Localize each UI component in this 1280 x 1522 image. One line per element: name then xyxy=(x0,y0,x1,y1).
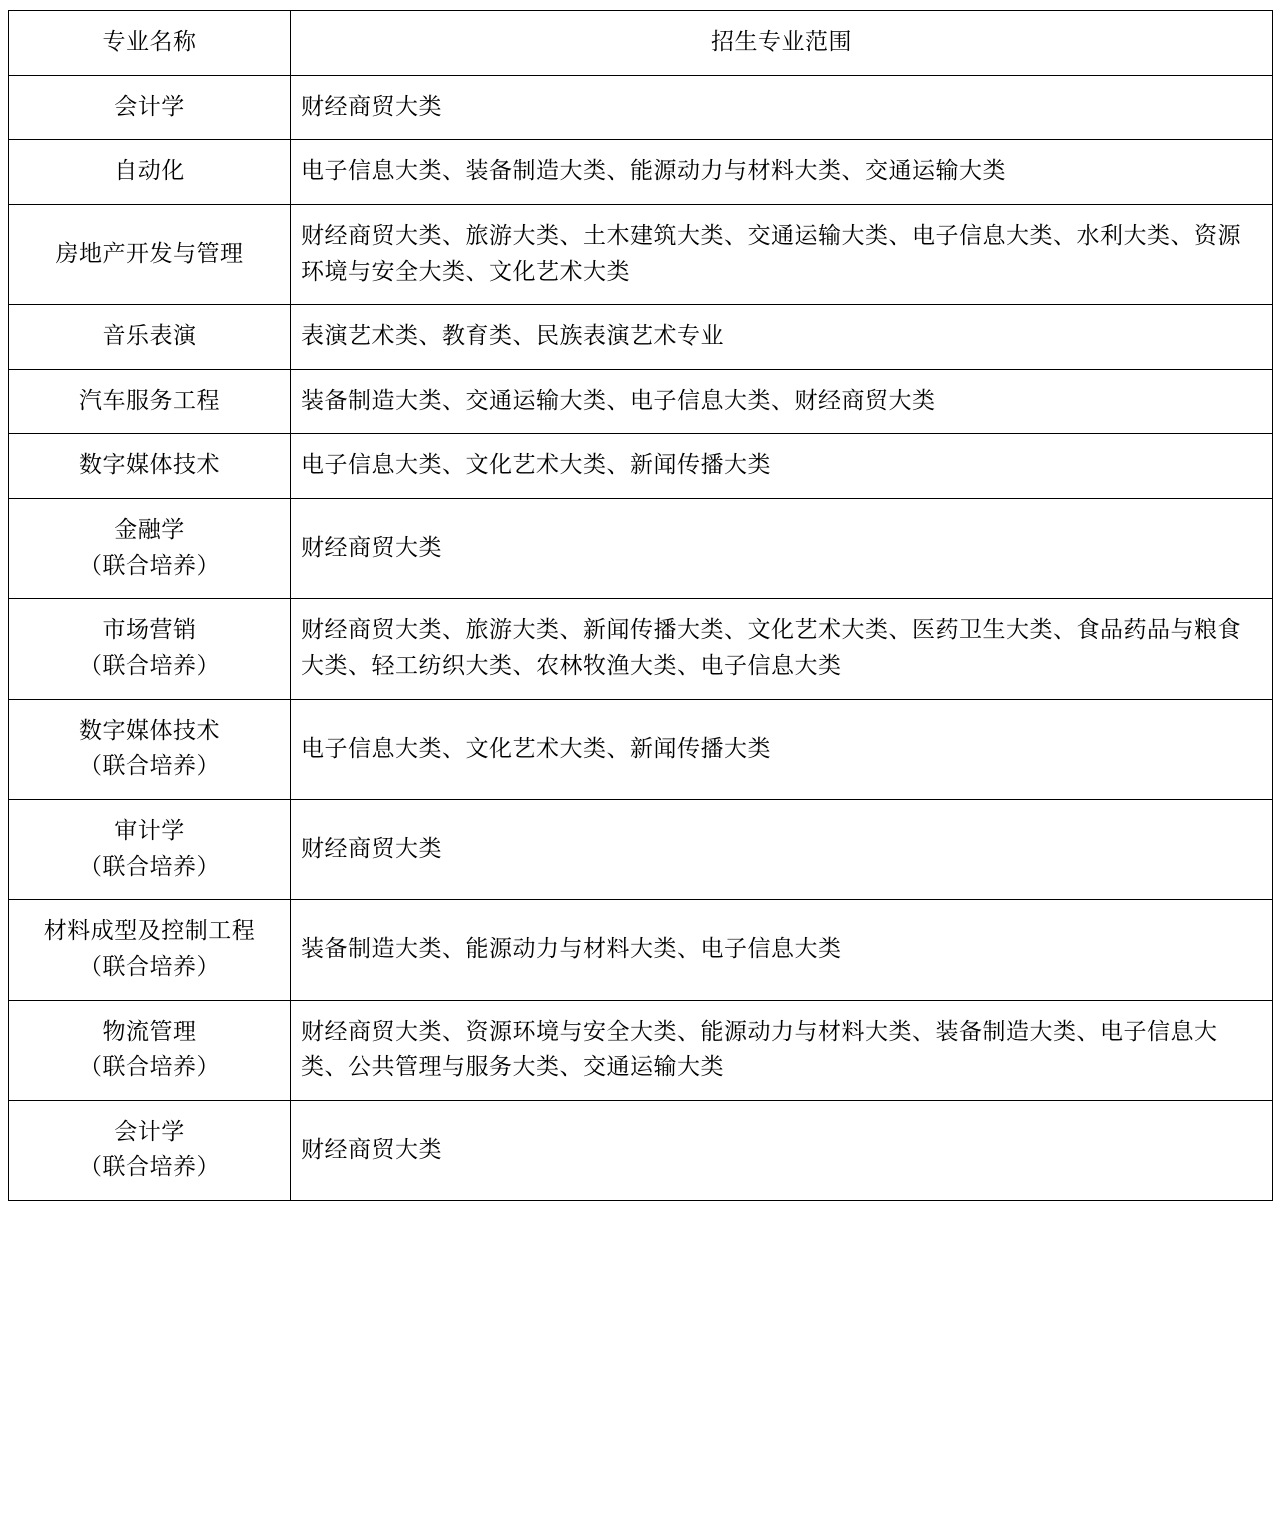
table-row xyxy=(9,1100,1273,1200)
cell-enrollment-scope: 财经商贸大类 xyxy=(291,799,1273,899)
table-row xyxy=(9,499,1273,599)
major-name-text: 会计学 xyxy=(114,93,185,120)
major-name-text: 房地产开发与管理 xyxy=(55,240,244,267)
cell-enrollment-scope: 财经商贸大类、旅游大类、新闻传播大类、文化艺术大类、医药卫生大类、食品药品与粮食大类、轻工纺织大类、农林牧渔大类、电子信息大类 xyxy=(291,599,1273,699)
cell-major-name xyxy=(9,1100,291,1200)
cell-enrollment-scope: 装备制造大类、能源动力与材料大类、电子信息大类 xyxy=(291,900,1273,1000)
major-name-note: （联合培养） xyxy=(79,953,220,980)
major-name-text: 自动化 xyxy=(114,158,185,185)
table-row xyxy=(9,1000,1273,1100)
cell-major-name xyxy=(9,434,291,499)
table-row xyxy=(9,369,1273,434)
cell-major-name xyxy=(9,75,291,140)
cell-major-name xyxy=(9,305,291,370)
major-name-note: （联合培养） xyxy=(79,1054,220,1081)
cell-enrollment-scope: 财经商贸大类、资源环境与安全大类、能源动力与材料大类、装备制造大类、电子信息大类、公共管理与服务大类、交通运输大类 xyxy=(291,1000,1273,1100)
cell-enrollment-scope: 财经商贸大类 xyxy=(291,75,1273,140)
major-name-text: 会计学 xyxy=(114,1118,185,1145)
cell-major-name xyxy=(9,699,291,799)
table-row xyxy=(9,204,1273,304)
table-row xyxy=(9,599,1273,699)
major-name-text: 审计学 xyxy=(114,817,185,844)
cell-major-name xyxy=(9,140,291,205)
table-row xyxy=(9,799,1273,899)
cell-major-name xyxy=(9,499,291,599)
cell-major-name xyxy=(9,799,291,899)
major-name-text: 金融学 xyxy=(114,517,185,544)
major-name-text: 数字媒体技术 xyxy=(79,452,220,479)
major-name-text: 物流管理 xyxy=(102,1018,197,1045)
cell-enrollment-scope: 表演艺术类、教育类、民族表演艺术专业 xyxy=(291,305,1273,370)
table-body xyxy=(9,75,1273,1200)
table-row xyxy=(9,140,1273,205)
table-header-row xyxy=(9,11,1273,76)
major-name-note: （联合培养） xyxy=(79,853,220,880)
cell-enrollment-scope: 财经商贸大类、旅游大类、土木建筑大类、交通运输大类、电子信息大类、水利大类、资源环境与安全大类、文化艺术大类 xyxy=(291,204,1273,304)
major-name-text: 材料成型及控制工程 xyxy=(43,918,256,945)
cell-major-name xyxy=(9,900,291,1000)
table-row xyxy=(9,434,1273,499)
major-name-note: （联合培养） xyxy=(79,653,220,680)
column-header-enrollment-scope: 招生专业范围 xyxy=(291,11,1273,76)
cell-major-name xyxy=(9,599,291,699)
major-name-note: （联合培养） xyxy=(79,753,220,780)
table-row xyxy=(9,305,1273,370)
major-name-note: （联合培养） xyxy=(79,552,220,579)
table-row xyxy=(9,75,1273,140)
table-header xyxy=(9,11,1273,76)
major-name-note: （联合培养） xyxy=(79,1154,220,1181)
major-name-text: 市场营销 xyxy=(102,617,197,644)
cell-enrollment-scope: 装备制造大类、交通运输大类、电子信息大类、财经商贸大类 xyxy=(291,369,1273,434)
major-enrollment-table xyxy=(8,10,1273,1201)
cell-enrollment-scope: 电子信息大类、装备制造大类、能源动力与材料大类、交通运输大类 xyxy=(291,140,1273,205)
major-name-text: 音乐表演 xyxy=(102,323,197,350)
column-header-major-name: 专业名称 xyxy=(9,11,291,76)
cell-major-name xyxy=(9,369,291,434)
cell-major-name xyxy=(9,204,291,304)
cell-enrollment-scope: 财经商贸大类 xyxy=(291,499,1273,599)
table-row xyxy=(9,699,1273,799)
cell-major-name xyxy=(9,1000,291,1100)
major-name-text: 数字媒体技术 xyxy=(79,717,220,744)
major-name-text: 汽车服务工程 xyxy=(79,387,220,414)
cell-enrollment-scope: 财经商贸大类 xyxy=(291,1100,1273,1200)
table-row xyxy=(9,900,1273,1000)
cell-enrollment-scope: 电子信息大类、文化艺术大类、新闻传播大类 xyxy=(291,699,1273,799)
cell-enrollment-scope: 电子信息大类、文化艺术大类、新闻传播大类 xyxy=(291,434,1273,499)
